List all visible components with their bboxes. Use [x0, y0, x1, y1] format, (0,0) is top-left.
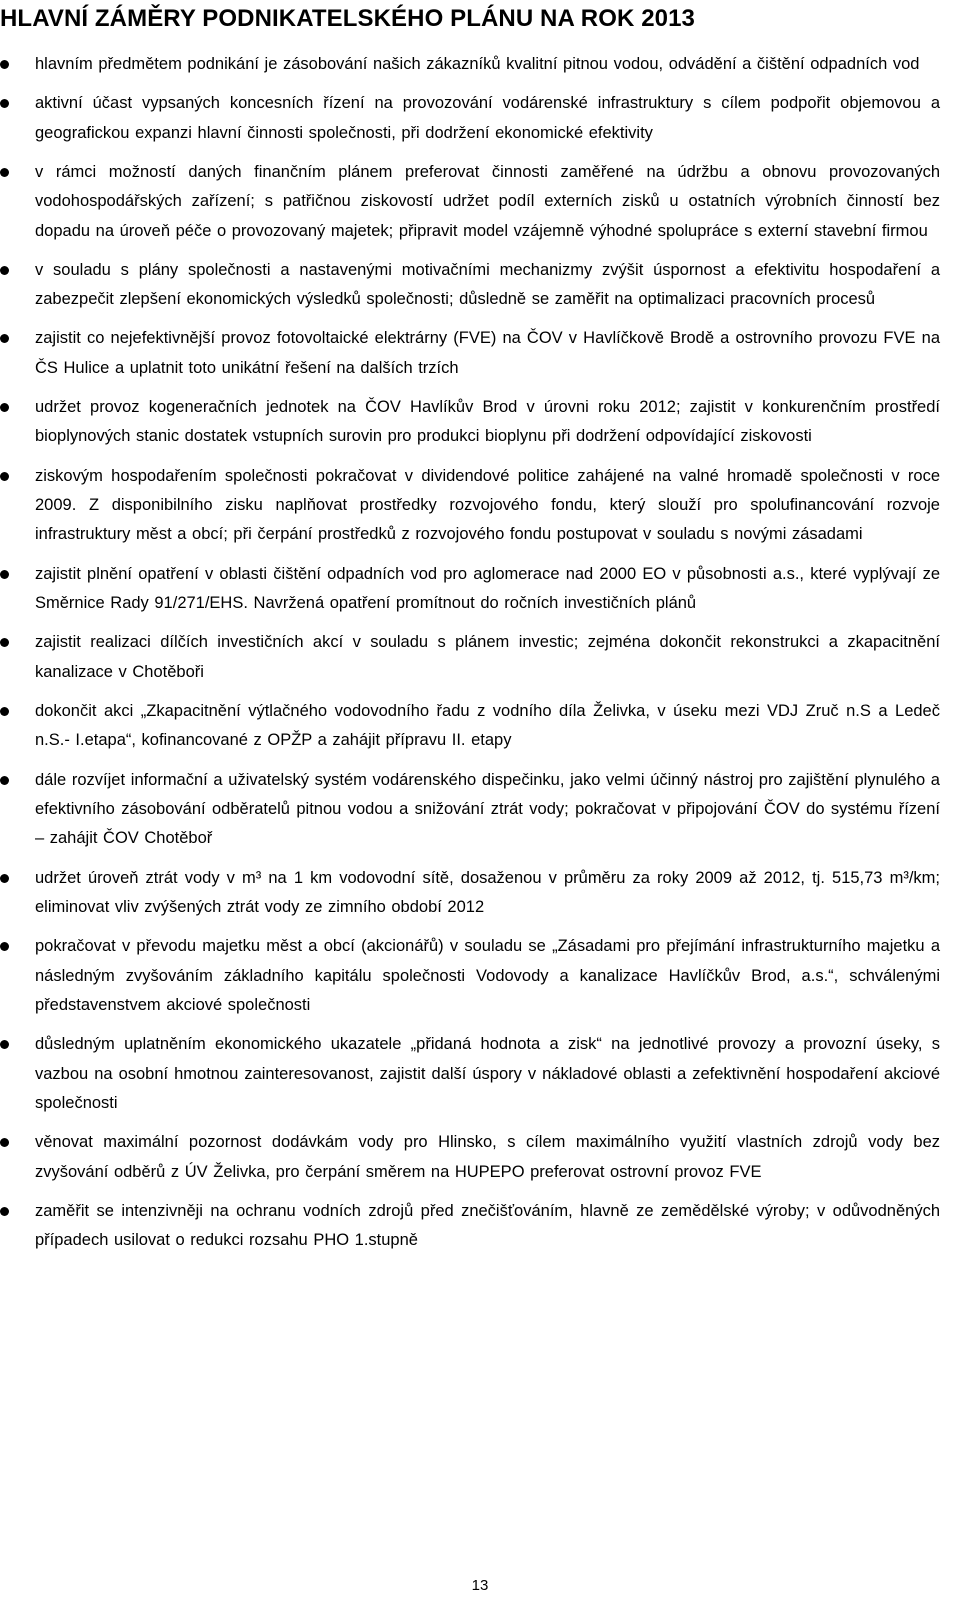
bullet-icon	[0, 60, 9, 69]
list-item-text: udržet úroveň ztrát vody v m³ na 1 km vodovodní sítě, dosaženou v průměru za roky 2009 až 2012, tj. 515,73 m³/km; eliminovat vliv zvýšených ztrát vody ze zimního období 2012	[35, 868, 940, 916]
bullet-icon	[0, 99, 9, 108]
list-item	[0, 393, 940, 452]
list-item	[0, 697, 940, 756]
list-item-text: věnovat maximální pozornost dodávkám vody pro Hlinsko, s cílem maximálního využití vlastních zdrojů vody bez zvyšování odběrů z ÚV Želivka, pro čerpání směrem na HUPEPO preferovat ostrovní provoz FVE	[35, 1133, 940, 1181]
page-number: 13	[471, 1577, 489, 1594]
list-item	[0, 462, 940, 550]
bullet-icon	[0, 403, 9, 412]
list-item-text: v souladu s plány společnosti a nastavenými motivačními mechanizmy zvýšit úspornost a efektivitu hospodaření a zabezpečit zlepšení ekonomických výsledků společnosti; důsledně se zaměřit na optimalizaci pracovních procesů	[35, 260, 940, 309]
bullet-icon	[0, 266, 9, 275]
list-item	[0, 256, 940, 315]
list-item	[0, 324, 940, 383]
list-item	[0, 766, 940, 854]
page-heading: HLAVNÍ ZÁMĚRY PODNIKATELSKÉHO PLÁNU NA ROK 2013	[0, 5, 695, 32]
list-item	[0, 864, 940, 923]
list-item	[0, 89, 940, 148]
list-item-text: důsledným uplatněním ekonomického ukazatele „přidaná hodnota a zisk“ na jednotlivé provozy a provozní úseky, s vazbou na osobní hmotnou zainteresovanost, zajistit další úspory v nákladové oblasti a zefektivnění hospodaření akciové společnosti	[35, 1035, 940, 1112]
list-item	[0, 1128, 940, 1187]
list-item	[0, 1030, 940, 1118]
plan-bullet-list	[0, 50, 960, 1265]
list-item-text: ziskovým hospodařením společnosti pokračovat v dividendové politice zahájené na valné hromadě společnosti v roce 2009. Z disponibilního zisku naplňovat prostředky rozvojového fondu, který slouží pro spolufinancování rozvoje infrastruktury měst a obcí; při čerpání prostředků z rozvojového fondu postupovat v souladu s novými zásadami	[35, 466, 940, 544]
bullet-icon	[0, 1040, 9, 1049]
list-item	[0, 1197, 940, 1256]
bullet-icon	[0, 168, 9, 177]
bullet-icon	[0, 707, 9, 716]
bullet-icon	[0, 472, 9, 481]
list-item	[0, 628, 940, 687]
list-item-text: aktivní účast vypsaných koncesních řízení na provozování vodárenské infrastruktury s cílem podpořit objemovou a geografickou expanzi hlavní činnosti společnosti, při dodržení ekonomické efektivity	[35, 94, 940, 142]
list-item-text: v rámci možností daných finančním plánem preferovat činnosti zaměřené na údržbu a obnovu provozovaných vodohospodářských zařízení; s patřičnou ziskovostí udržet podíl externích zisků u ostatních výrobních činností bez dopadu na úroveň péče o provozovaný majetek; připravit model vzájemně výhodné spolupráce s externí stavební firmou	[35, 162, 940, 240]
list-item	[0, 560, 940, 619]
bullet-icon	[0, 874, 9, 883]
bullet-icon	[0, 334, 9, 343]
list-item-text: zaměřit se intenzivněji na ochranu vodních zdrojů před znečišťováním, hlavně ze zemědělské výroby; v odůvodněných případech usilovat o redukci rozsahu PHO 1.stupně	[35, 1201, 940, 1250]
bullet-icon	[0, 942, 9, 951]
list-item-text: hlavním předmětem podnikání je zásobování našich zákazníků kvalitní pitnou vodou, odvádění a čištění odpadních vod	[35, 55, 920, 73]
list-item	[0, 932, 940, 1020]
bullet-icon	[0, 1138, 9, 1147]
list-item-text: udržet provoz kogeneračních jednotek na ČOV Havlíkův Brod v úrovni roku 2012; zajistit v konkurenčním prostředí bioplynových stanic dostatek vstupních surovin pro produkci bioplynu při dodržení odpovídající ziskovosti	[35, 398, 940, 446]
list-item-text: pokračovat v převodu majetku měst a obcí (akcionářů) v souladu se „Zásadami pro přejímání infrastrukturního majetku a následným zvyšováním základního kapitálu společnosti Vodovody a kanalizace Havlíčkův Brod, a.s.“, schválenými představenstvem akciové společnosti	[35, 937, 940, 1014]
list-item-text: zajistit realizaci dílčích investičních akcí v souladu s plánem investic; zejména dokončit rekonstrukci a zkapacitnění kanalizace v Chotěboři	[35, 633, 940, 681]
list-item	[0, 158, 940, 246]
list-item-text: dokončit akci „Zkapacitnění výtlačného vodovodního řadu z vodního díla Želivka, v úseku mezi VDJ Zruč n.S a Ledeč n.S.- I.etapa“, kofinancované z OPŽP a zahájit přípravu II. etapy	[35, 701, 940, 750]
bullet-icon	[0, 638, 9, 647]
bullet-icon	[0, 1207, 9, 1216]
list-item-text: zajistit plnění opatření v oblasti čištění odpadních vod pro aglomerace nad 2000 EO v působnosti a.s., které vyplývají ze Směrnice Rady 91/271/EHS. Navržená opatření promítnout do ročních investičních plánů	[35, 564, 940, 613]
list-item	[0, 50, 940, 79]
bullet-icon	[0, 776, 9, 785]
list-item-text: zajistit co nejefektivnější provoz fotovoltaické elektrárny (FVE) na ČOV v Havlíčkově Brodě a ostrovního provozu FVE na ČS Hulice a uplatnit toto unikátní řešení na dalších trzích	[35, 329, 940, 377]
bullet-icon	[0, 570, 9, 579]
list-item-text: dále rozvíjet informační a uživatelský systém vodárenského dispečinku, jako velmi účinný nástroj pro zajištění plynulého a efektivního zásobování odběratelů pitnou vodou a snižování ztrát vody; pokračovat v připojování ČOV do systému řízení – zahájit ČOV Chotěboř	[35, 770, 940, 848]
